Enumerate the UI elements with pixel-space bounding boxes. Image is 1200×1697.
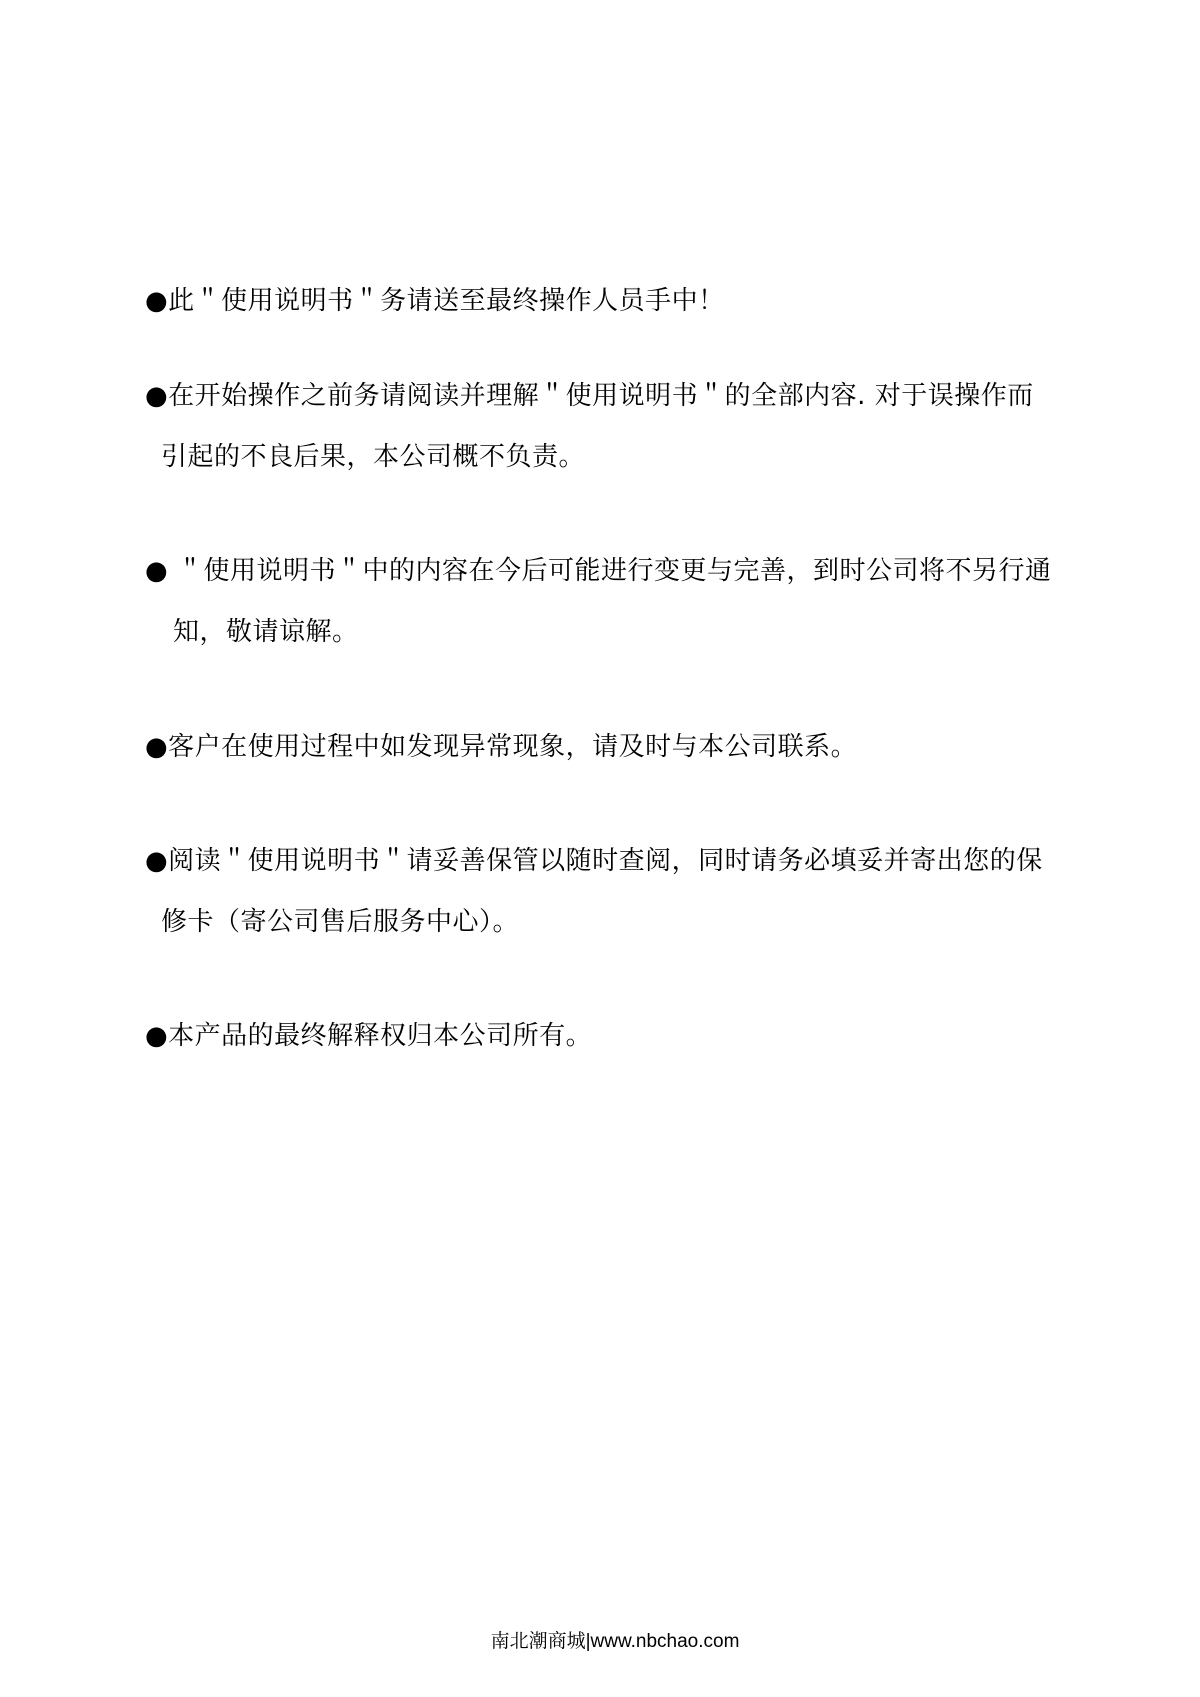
notice-line: 修卡（寄公司售后服务中心）。 — [161, 907, 520, 937]
notice-line: ●此＂使用说明书＂务请送至最终操作人员手中！ — [145, 286, 725, 316]
notice-line: ●客户在使用过程中如发现异常现象，请及时与本公司联系。 — [145, 732, 858, 762]
notice-final-operator — [145, 271, 1105, 332]
notice-line: ●在开始操作之前务请阅读并理解＂使用说明书＂的全部内容. 对于误操作而 — [145, 381, 1034, 411]
notice-line: ● ＂使用说明书＂中的内容在今后可能进行变更与完善，到时公司将不另行通 — [145, 556, 1052, 586]
notice-interpretation-right — [145, 1006, 1105, 1067]
notice-contact-company — [145, 717, 1105, 778]
notice-keep-manual — [145, 831, 1105, 953]
notice-content-changes — [145, 541, 1105, 663]
notice-line: ●本产品的最终解释权归本公司所有。 — [145, 1021, 593, 1051]
notice-read-manual — [145, 366, 1105, 488]
notice-line: 知，敬请谅解。 — [173, 617, 359, 647]
notice-line: ●阅读＂使用说明书＂请妥善保管以随时查阅，同时请务必填妥并寄出您的保 — [145, 846, 1043, 876]
footer-watermark: 南北潮商城|www.nbchao.com — [490, 1631, 740, 1652]
notice-line: 引起的不良后果，本公司概不负责。 — [161, 442, 586, 472]
